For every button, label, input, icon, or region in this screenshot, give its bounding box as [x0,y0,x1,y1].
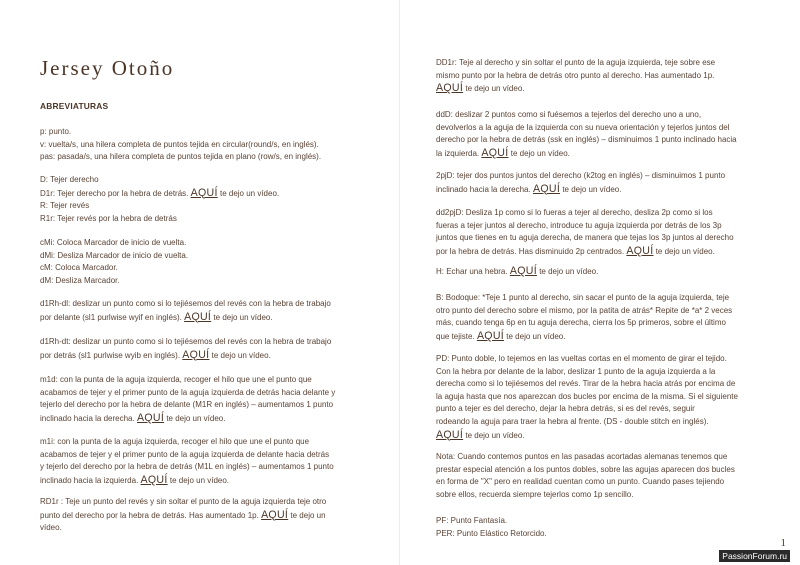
video-link[interactable]: AQUÍ [136,411,165,424]
abbr-v: v: vuelta/s, una hilera completa de puntos tejida en circular(round/s, en inglés). [40,139,319,149]
abbr-block-nota: Nota: Cuando contemos puntos en las pasadas acortadas alemanas tenemos que prestar especial atención a los puntos dobles, sobre las agujas aparecen dos bucles en forma de "X" pero en realidad cuentan como un punto. Cuando pases tejiendo sobre ellos, recuerda siempre tejerlos como 1p sencillo. [436,452,735,499]
abbr-block-basic [40,126,370,164]
abbr-block-h: H: Echar una hebra. AQUÍ te dejo un vídeo. [436,265,599,277]
abbr-block-m1i: m1i: con la punta de la aguja izquierda, recoger el hilo que une el punto que acabamos de tejer y el primer punto de la aguja izquierda de delante hacia detrás y tejerlo del derecho por la hebra de detrás (M1L en inglés) – aumentamos 1 punto inclinado hacia la izquierda. AQUÍ te dejo un vídeo. [40,437,334,486]
abbr-block-d1rh-dl: d1Rh-dl: deslizar un punto como si lo tejiésemos del revés con la hebra de trabajo por delante (sl1 purlwise wyif en inglés). AQUÍ te dejo un vídeo. [40,299,331,323]
abbr-block-ddd: ddD: deslizar 2 puntos como si fuésemos a tejerlos del derecho uno a uno, devolverlos a la aguja de la izquierda con su nueva orientación y tejerlos juntos del derecho por la hebra de detrás (ssk en inglés) – disminuimos 1 punto inclinado hacia la izquierda. AQUÍ te dejo un vídeo. [436,110,737,159]
abbr-dm: dM: Desliza Marcador. [40,275,120,285]
abbr-block-2pjd: 2pjD: tejer dos puntos juntos del derecho (k2tog en inglés) – disminuimos 1 punto inclinado hacia la derecha. AQUÍ te dejo un vídeo. [436,171,726,195]
section-heading: ABREVIATURAS [40,101,109,111]
abbr-block-m1d: m1d: con la punta de la aguja izquierda, recoger el hilo que une el punto que acabamos de tejer y el primer punto de la aguja izquierda de detrás hacia delante y tejerlo del derecho por la hebra de delante (M1R en inglés) – aumentamos 1 punto inclinado hacia la derecha. AQUÍ te dejo un vídeo. [40,375,336,424]
video-link[interactable]: AQUÍ [182,348,210,361]
right-page [400,0,800,565]
video-link[interactable]: AQUÍ [436,428,464,441]
video-link[interactable]: AQUÍ [626,244,654,257]
video-link[interactable]: AQUÍ [509,265,537,277]
abbr-block-dd1r: DD1r: Teje al derecho y sin soltar el punto de la aguja izquierda, teje sobre ese mismo punto por la hebra de detrás otro punto al derecho. Has aumentado 1p. AQUÍ te dejo un vídeo. [436,58,716,95]
video-link[interactable]: AQUÍ [190,186,218,199]
video-link[interactable]: AQUÍ [476,329,505,342]
abbr-block-markers [40,237,370,287]
video-link[interactable]: AQUÍ [184,310,212,323]
abbr-block-dd2pjd: dd2pjD: Desliza 1p como si lo fueras a tejer al derecho, desliza 2p como si los fueras a tejer juntos al derecho, introduce tu aguja izquierda por detrás de los 3p juntos que tienes en tu aguja derecha, de manera que tejas los 3p juntos al derecho por la hebra de detrás. Has disminuido 2p centrados. AQUÍ te dejo un vídeo. [436,208,734,257]
abbr-block-bodoque: B: Bodoque: *Teje 1 punto al derecho, sin sacar el punto de la aguja izquierda, teje otro punto del derecho sobre el mismo, por la patita de atrás* Repite de *a* 2 veces más, cuando tenga 6p en tu aguja derecha, cierra los 5p primeros, sobre el último que tejiste. AQUÍ te dejo un vídeo. [436,293,733,342]
abbr-pas: pas: pasada/s, una hilera completa de puntos tejida en plano (row/s, en inglés). [40,152,322,162]
video-link[interactable]: AQUÍ [140,473,168,486]
abbr-d: D: Tejer derecho [40,175,99,184]
abbr-dmi: dMi: Desliza Marcador de inicio de vuelta. [40,250,189,260]
watermark-text: PassionForum.ru [719,550,790,562]
page-number: 1 [780,537,786,549]
abbr-block-d1rh-dt: d1Rh-dt: deslizar un punto como si lo tejiésemos del revés con la hebra de trabajo por detrás (sl1 purlwise wyib en inglés). AQUÍ te dejo un vídeo. [40,337,332,361]
abbr-r1r: R1r: Tejer revés por la hebra de detrás [40,213,177,223]
abbr-cm: cM: Coloca Marcador. [40,263,118,273]
abbr-r: R: Tejer revés [40,201,90,211]
abbr-block-pd: PD: Punto doble, lo tejemos en las vueltas cortas en el momento de girar el tejido. Con la hebra por delante de la labor, deslizar 1 punto de la aguja izquierda a la derecha como si lo tejiésemos del revés. Tirar de la hebra hacia atrás por encima de la aguja hasta que nos aparezcan dos bucles por encima de la misma. Si el siguiente punto a tejer es del derecho, dejar la hebra detrás, si es del revés, seguir rodeando la aguja para traer la hebra al frente. (DS - double stitch en inglés). AQUÍ te dejo un vídeo. [436,354,738,441]
video-link[interactable]: AQUÍ [261,508,289,521]
video-link[interactable]: AQUÍ [532,182,561,195]
video-link[interactable]: AQUÍ [436,82,464,95]
abbr-d1r: D1r: Tejer derecho por la hebra de detrás. AQUÍ te dejo un vídeo. [40,186,280,199]
abbr-p: p: punto. [40,127,72,136]
abbr-block-knit-purl [40,174,370,225]
abbr-block-rd1r: RD1r : Teje un punto del revés y sin soltar el punto de la aguja izquierda teje otro punto del derecho por la hebra de detrás. Has aumentado 1p. AQUÍ te dejo un vídeo. [40,497,327,533]
video-link[interactable]: AQUÍ [481,146,509,159]
page-title: Jersey Otoño [40,56,175,80]
abbr-cmi: cMi: Coloca Marcador de inicio de vuelta. [40,238,187,247]
abbr-block-pf-per: PF: Punto Fantasía. PER: Punto Elástico Retorcido. [436,516,547,538]
